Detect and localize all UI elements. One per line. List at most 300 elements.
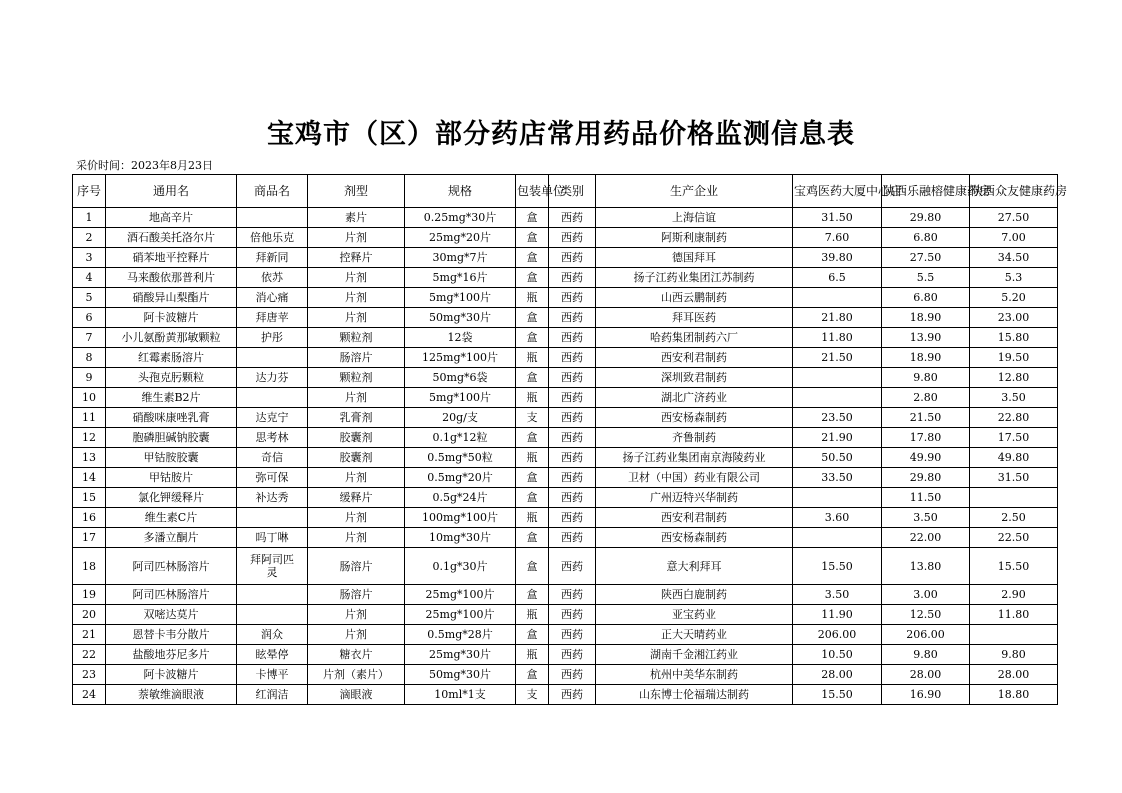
cell-brand-name: 依苏 (237, 268, 308, 288)
cell-spec: 5mg*100片 (405, 388, 516, 408)
cell-manufacturer: 西安杨森制药 (596, 528, 793, 548)
cell-dosage-form: 素片 (308, 208, 405, 228)
cell-manufacturer: 陕西白鹿制药 (596, 585, 793, 605)
table-row (73, 408, 1058, 428)
table-row (73, 448, 1058, 468)
cell-no: 11 (73, 408, 106, 428)
cell-price-store3: 27.50 (970, 208, 1058, 228)
cell-category: 西药 (549, 448, 596, 468)
cell-spec: 0.5mg*20片 (405, 468, 516, 488)
cell-dosage-form: 控释片 (308, 248, 405, 268)
cell-price-store1: 10.50 (793, 645, 882, 665)
cell-generic-name: 盐酸地芬尼多片 (106, 645, 237, 665)
cell-manufacturer: 深圳致君制药 (596, 368, 793, 388)
cell-spec: 30mg*7片 (405, 248, 516, 268)
cell-manufacturer: 正大天晴药业 (596, 625, 793, 645)
cell-category: 西药 (549, 228, 596, 248)
cell-spec: 10mg*30片 (405, 528, 516, 548)
cell-generic-name: 硝酸咪康唑乳膏 (106, 408, 237, 428)
cell-manufacturer: 亚宝药业 (596, 605, 793, 625)
cell-category: 西药 (549, 408, 596, 428)
cell-unit: 盒 (516, 585, 549, 605)
cell-dosage-form: 乳膏剂 (308, 408, 405, 428)
cell-category: 西药 (549, 625, 596, 645)
cell-spec: 5mg*16片 (405, 268, 516, 288)
cell-spec: 50mg*30片 (405, 308, 516, 328)
cell-price-store3: 7.00 (970, 228, 1058, 248)
table-row (73, 508, 1058, 528)
cell-no: 8 (73, 348, 106, 368)
cell-price-store1: 11.90 (793, 605, 882, 625)
cell-price-store2: 11.50 (882, 488, 970, 508)
cell-brand-name (237, 605, 308, 625)
cell-dosage-form: 片剂（素片） (308, 665, 405, 685)
cell-no: 20 (73, 605, 106, 625)
cell-brand-name: 消心痛 (237, 288, 308, 308)
col-header-unit: 包装单位 (516, 175, 549, 208)
cell-manufacturer: 阿斯利康制药 (596, 228, 793, 248)
table-row (73, 328, 1058, 348)
col-header-no: 序号 (73, 175, 106, 208)
cell-price-store2: 28.00 (882, 665, 970, 685)
cell-price-store1: 15.50 (793, 685, 882, 705)
cell-price-store3: 23.00 (970, 308, 1058, 328)
cell-price-store1: 23.50 (793, 408, 882, 428)
cell-brand-name: 拜唐苹 (237, 308, 308, 328)
cell-price-store2: 13.80 (882, 548, 970, 585)
cell-spec: 0.1g*30片 (405, 548, 516, 585)
cell-dosage-form: 片剂 (308, 528, 405, 548)
cell-price-store1: 15.50 (793, 548, 882, 585)
cell-brand-name: 倍他乐克 (237, 228, 308, 248)
cell-unit: 瓶 (516, 508, 549, 528)
cell-spec: 0.5mg*50粒 (405, 448, 516, 468)
cell-spec: 125mg*100片 (405, 348, 516, 368)
cell-spec: 25mg*30片 (405, 645, 516, 665)
col-header-generic-name: 通用名 (106, 175, 237, 208)
cell-price-store2: 29.80 (882, 208, 970, 228)
cell-category: 西药 (549, 248, 596, 268)
cell-generic-name: 阿卡波糖片 (106, 308, 237, 328)
cell-generic-name: 双嘧达莫片 (106, 605, 237, 625)
cell-price-store2: 49.90 (882, 448, 970, 468)
cell-brand-name: 卡博平 (237, 665, 308, 685)
cell-price-store3: 22.50 (970, 528, 1058, 548)
cell-unit: 盒 (516, 228, 549, 248)
cell-price-store3: 22.80 (970, 408, 1058, 428)
cell-unit: 瓶 (516, 388, 549, 408)
cell-generic-name: 维生素B2片 (106, 388, 237, 408)
cell-manufacturer: 齐鲁制药 (596, 428, 793, 448)
cell-unit: 盒 (516, 248, 549, 268)
cell-category: 西药 (549, 348, 596, 368)
cell-price-store3: 9.80 (970, 645, 1058, 665)
cell-manufacturer: 上海信谊 (596, 208, 793, 228)
cell-price-store2: 3.50 (882, 508, 970, 528)
table-row (73, 268, 1058, 288)
cell-dosage-form: 缓释片 (308, 488, 405, 508)
cell-brand-name: 奇信 (237, 448, 308, 468)
cell-category: 西药 (549, 605, 596, 625)
cell-category: 西药 (549, 368, 596, 388)
cell-price-store3: 15.80 (970, 328, 1058, 348)
cell-spec: 12袋 (405, 328, 516, 348)
table-row (73, 288, 1058, 308)
cell-brand-name (237, 208, 308, 228)
cell-spec: 0.5g*24片 (405, 488, 516, 508)
cell-dosage-form: 肠溶片 (308, 585, 405, 605)
table-row (73, 208, 1058, 228)
cell-dosage-form: 片剂 (308, 228, 405, 248)
cell-generic-name: 硝苯地平控释片 (106, 248, 237, 268)
cell-category: 西药 (549, 428, 596, 448)
cell-price-store1: 21.80 (793, 308, 882, 328)
cell-price-store2: 29.80 (882, 468, 970, 488)
table-row (73, 548, 1058, 585)
cell-dosage-form: 片剂 (308, 288, 405, 308)
table-body (73, 208, 1058, 705)
cell-category: 西药 (549, 288, 596, 308)
table-row (73, 428, 1058, 448)
table-row (73, 645, 1058, 665)
cell-price-store3: 19.50 (970, 348, 1058, 368)
cell-price-store3: 28.00 (970, 665, 1058, 685)
cell-price-store3 (970, 625, 1058, 645)
cell-spec: 50mg*30片 (405, 665, 516, 685)
cell-price-store1: 11.80 (793, 328, 882, 348)
cell-manufacturer: 山西云鹏制药 (596, 288, 793, 308)
cell-price-store1: 28.00 (793, 665, 882, 685)
cell-unit: 盒 (516, 428, 549, 448)
table-row (73, 388, 1058, 408)
col-header-spec: 规格 (405, 175, 516, 208)
cell-price-store2: 6.80 (882, 228, 970, 248)
cell-price-store3: 34.50 (970, 248, 1058, 268)
cell-spec: 50mg*6袋 (405, 368, 516, 388)
cell-brand-name: 吗丁啉 (237, 528, 308, 548)
cell-price-store3: 31.50 (970, 468, 1058, 488)
cell-no: 4 (73, 268, 106, 288)
cell-category: 西药 (549, 388, 596, 408)
cell-dosage-form: 滴眼液 (308, 685, 405, 705)
cell-unit: 盒 (516, 548, 549, 585)
col-header-category: 类别 (549, 175, 596, 208)
cell-dosage-form: 片剂 (308, 468, 405, 488)
cell-price-store2: 9.80 (882, 368, 970, 388)
cell-generic-name: 红霉素肠溶片 (106, 348, 237, 368)
table-row (73, 228, 1058, 248)
cell-price-store3: 11.80 (970, 605, 1058, 625)
cell-price-store3: 49.80 (970, 448, 1058, 468)
cell-generic-name: 恩替卡韦分散片 (106, 625, 237, 645)
cell-manufacturer: 湖北广济药业 (596, 388, 793, 408)
cell-unit: 支 (516, 685, 549, 705)
cell-price-store2: 21.50 (882, 408, 970, 428)
cell-brand-name (237, 348, 308, 368)
cell-no: 1 (73, 208, 106, 228)
cell-brand-name: 拜新同 (237, 248, 308, 268)
price-table (72, 174, 1068, 705)
cell-category: 西药 (549, 488, 596, 508)
cell-brand-name: 眩晕停 (237, 645, 308, 665)
table-row (73, 248, 1058, 268)
cell-manufacturer: 杭州中美华东制药 (596, 665, 793, 685)
cell-brand-name: 思考林 (237, 428, 308, 448)
cell-unit: 瓶 (516, 605, 549, 625)
cell-price-store1: 50.50 (793, 448, 882, 468)
cell-price-store2: 18.90 (882, 308, 970, 328)
cell-price-store1 (793, 368, 882, 388)
cell-no: 19 (73, 585, 106, 605)
cell-price-store1: 3.50 (793, 585, 882, 605)
cell-generic-name: 酒石酸美托洛尔片 (106, 228, 237, 248)
cell-price-store2: 3.00 (882, 585, 970, 605)
cell-generic-name: 甲钴胺片 (106, 468, 237, 488)
cell-spec: 25mg*20片 (405, 228, 516, 248)
cell-spec: 0.25mg*30片 (405, 208, 516, 228)
cell-dosage-form: 颗粒剂 (308, 368, 405, 388)
cell-price-store1: 21.50 (793, 348, 882, 368)
cell-generic-name: 维生素C片 (106, 508, 237, 528)
cell-generic-name: 胞磷胆碱钠胶囊 (106, 428, 237, 448)
col-header-store3: 陕西众友健康药房 (970, 175, 1058, 208)
cell-price-store3 (970, 488, 1058, 508)
table-row (73, 348, 1058, 368)
cell-price-store1 (793, 288, 882, 308)
cell-unit: 盒 (516, 308, 549, 328)
cell-manufacturer: 扬子江药业集团南京海陵药业 (596, 448, 793, 468)
cell-no: 2 (73, 228, 106, 248)
cell-price-store2: 16.90 (882, 685, 970, 705)
cell-category: 西药 (549, 548, 596, 585)
cell-generic-name: 多潘立酮片 (106, 528, 237, 548)
cell-price-store2: 206.00 (882, 625, 970, 645)
cell-price-store1: 33.50 (793, 468, 882, 488)
page-title: 宝鸡市（区）部分药店常用药品价格监测信息表 (267, 119, 855, 150)
cell-price-store1: 7.60 (793, 228, 882, 248)
cell-generic-name: 氯化钾缓释片 (106, 488, 237, 508)
cell-brand-name: 弥可保 (237, 468, 308, 488)
cell-brand-name (237, 585, 308, 605)
cell-price-store2: 17.80 (882, 428, 970, 448)
cell-generic-name: 地高辛片 (106, 208, 237, 228)
cell-dosage-form: 颗粒剂 (308, 328, 405, 348)
cell-brand-name: 达力芬 (237, 368, 308, 388)
cell-manufacturer: 意大利拜耳 (596, 548, 793, 585)
cell-category: 西药 (549, 665, 596, 685)
cell-price-store2: 9.80 (882, 645, 970, 665)
cell-no: 15 (73, 488, 106, 508)
cell-price-store2: 5.5 (882, 268, 970, 288)
cell-manufacturer: 西安利君制药 (596, 508, 793, 528)
cell-price-store2: 22.00 (882, 528, 970, 548)
cell-price-store2: 13.90 (882, 328, 970, 348)
cell-dosage-form: 糖衣片 (308, 645, 405, 665)
cell-unit: 瓶 (516, 348, 549, 368)
cell-price-store1: 21.90 (793, 428, 882, 448)
cell-price-store1: 6.5 (793, 268, 882, 288)
cell-price-store3: 5.3 (970, 268, 1058, 288)
cell-unit: 瓶 (516, 645, 549, 665)
cell-brand-name: 拜阿司匹灵 (237, 548, 308, 585)
cell-brand-name: 补达秀 (237, 488, 308, 508)
cell-generic-name: 马来酸依那普利片 (106, 268, 237, 288)
cell-category: 西药 (549, 268, 596, 288)
cell-brand-name (237, 508, 308, 528)
cell-no: 13 (73, 448, 106, 468)
cell-category: 西药 (549, 585, 596, 605)
cell-price-store2: 6.80 (882, 288, 970, 308)
table-row (73, 625, 1058, 645)
cell-unit: 瓶 (516, 288, 549, 308)
col-header-manufacturer: 生产企业 (596, 175, 793, 208)
cell-no: 21 (73, 625, 106, 645)
cell-dosage-form: 胶囊剂 (308, 428, 405, 448)
cell-no: 7 (73, 328, 106, 348)
table-row (73, 585, 1058, 605)
cell-generic-name: 阿司匹林肠溶片 (106, 548, 237, 585)
cell-category: 西药 (549, 328, 596, 348)
table-row (73, 488, 1058, 508)
cell-category: 西药 (549, 528, 596, 548)
cell-unit: 盒 (516, 468, 549, 488)
cell-dosage-form: 肠溶片 (308, 348, 405, 368)
table-row (73, 528, 1058, 548)
cell-unit: 盒 (516, 488, 549, 508)
cell-spec: 0.5mg*28片 (405, 625, 516, 645)
cell-no: 17 (73, 528, 106, 548)
cell-no: 6 (73, 308, 106, 328)
cell-category: 西药 (549, 308, 596, 328)
cell-brand-name: 达克宁 (237, 408, 308, 428)
cell-price-store1 (793, 488, 882, 508)
collect-date: 采价时间：2023年8月23日 (76, 159, 213, 172)
cell-manufacturer: 哈药集团制药六厂 (596, 328, 793, 348)
cell-generic-name: 头孢克肟颗粒 (106, 368, 237, 388)
cell-brand-name (237, 388, 308, 408)
cell-brand-name: 红润洁 (237, 685, 308, 705)
cell-price-store3: 5.20 (970, 288, 1058, 308)
cell-dosage-form: 片剂 (308, 388, 405, 408)
cell-manufacturer: 德国拜耳 (596, 248, 793, 268)
cell-price-store2: 18.90 (882, 348, 970, 368)
cell-no: 14 (73, 468, 106, 488)
cell-spec: 0.1g*12粒 (405, 428, 516, 448)
cell-unit: 盒 (516, 368, 549, 388)
cell-spec: 100mg*100片 (405, 508, 516, 528)
cell-price-store2: 12.50 (882, 605, 970, 625)
cell-manufacturer: 湖南千金湘江药业 (596, 645, 793, 665)
cell-manufacturer: 西安杨森制药 (596, 408, 793, 428)
cell-dosage-form: 片剂 (308, 308, 405, 328)
cell-generic-name: 阿司匹林肠溶片 (106, 585, 237, 605)
cell-spec: 5mg*100片 (405, 288, 516, 308)
cell-manufacturer: 山东博士伦福瑞达制药 (596, 685, 793, 705)
cell-dosage-form: 片剂 (308, 508, 405, 528)
cell-manufacturer: 扬子江药业集团江苏制药 (596, 268, 793, 288)
table-row (73, 605, 1058, 625)
cell-price-store1 (793, 388, 882, 408)
table-header-row (73, 175, 1058, 208)
cell-generic-name: 阿卡波糖片 (106, 665, 237, 685)
cell-category: 西药 (549, 645, 596, 665)
cell-dosage-form: 片剂 (308, 605, 405, 625)
cell-no: 5 (73, 288, 106, 308)
cell-manufacturer: 拜耳医药 (596, 308, 793, 328)
cell-price-store3: 18.80 (970, 685, 1058, 705)
cell-price-store3: 3.50 (970, 388, 1058, 408)
col-header-brand-name: 商品名 (237, 175, 308, 208)
table-row (73, 685, 1058, 705)
cell-price-store3: 15.50 (970, 548, 1058, 585)
cell-no: 23 (73, 665, 106, 685)
cell-manufacturer: 西安利君制药 (596, 348, 793, 368)
table-row (73, 665, 1058, 685)
cell-unit: 盒 (516, 665, 549, 685)
cell-no: 18 (73, 548, 106, 585)
cell-spec: 25mg*100片 (405, 585, 516, 605)
cell-dosage-form: 胶囊剂 (308, 448, 405, 468)
cell-no: 22 (73, 645, 106, 665)
cell-price-store3: 2.50 (970, 508, 1058, 528)
cell-unit: 盒 (516, 268, 549, 288)
cell-category: 西药 (549, 208, 596, 228)
cell-price-store3: 2.90 (970, 585, 1058, 605)
cell-category: 西药 (549, 508, 596, 528)
cell-brand-name: 护彤 (237, 328, 308, 348)
table-row (73, 368, 1058, 388)
cell-price-store1: 31.50 (793, 208, 882, 228)
cell-price-store3: 12.80 (970, 368, 1058, 388)
cell-spec: 20g/支 (405, 408, 516, 428)
cell-category: 西药 (549, 685, 596, 705)
cell-manufacturer: 广州迈特兴华制药 (596, 488, 793, 508)
cell-dosage-form: 片剂 (308, 625, 405, 645)
cell-price-store2: 2.80 (882, 388, 970, 408)
cell-manufacturer: 卫材（中国）药业有限公司 (596, 468, 793, 488)
cell-price-store2: 27.50 (882, 248, 970, 268)
cell-price-store1: 3.60 (793, 508, 882, 528)
cell-no: 24 (73, 685, 106, 705)
table-row (73, 468, 1058, 488)
cell-unit: 盒 (516, 208, 549, 228)
col-header-dosage-form: 剂型 (308, 175, 405, 208)
cell-category: 西药 (549, 468, 596, 488)
col-header-store2: 陕西乐融榕健康药房 (882, 175, 970, 208)
cell-spec: 10ml*1支 (405, 685, 516, 705)
cell-unit: 盒 (516, 625, 549, 645)
cell-dosage-form: 肠溶片 (308, 548, 405, 585)
cell-generic-name: 硝酸异山梨酯片 (106, 288, 237, 308)
cell-no: 9 (73, 368, 106, 388)
cell-generic-name: 甲钴胺胶囊 (106, 448, 237, 468)
cell-no: 10 (73, 388, 106, 408)
cell-unit: 盒 (516, 328, 549, 348)
cell-no: 3 (73, 248, 106, 268)
cell-no: 16 (73, 508, 106, 528)
cell-dosage-form: 片剂 (308, 268, 405, 288)
cell-price-store1: 39.80 (793, 248, 882, 268)
table-row (73, 308, 1058, 328)
cell-price-store3: 17.50 (970, 428, 1058, 448)
cell-generic-name: 萘敏维滴眼液 (106, 685, 237, 705)
col-header-store1: 宝鸡医药大厦中心店 (793, 175, 882, 208)
cell-price-store1 (793, 528, 882, 548)
cell-unit: 支 (516, 408, 549, 428)
cell-generic-name: 小儿氨酚黄那敏颗粒 (106, 328, 237, 348)
cell-price-store1: 206.00 (793, 625, 882, 645)
cell-spec: 25mg*100片 (405, 605, 516, 625)
